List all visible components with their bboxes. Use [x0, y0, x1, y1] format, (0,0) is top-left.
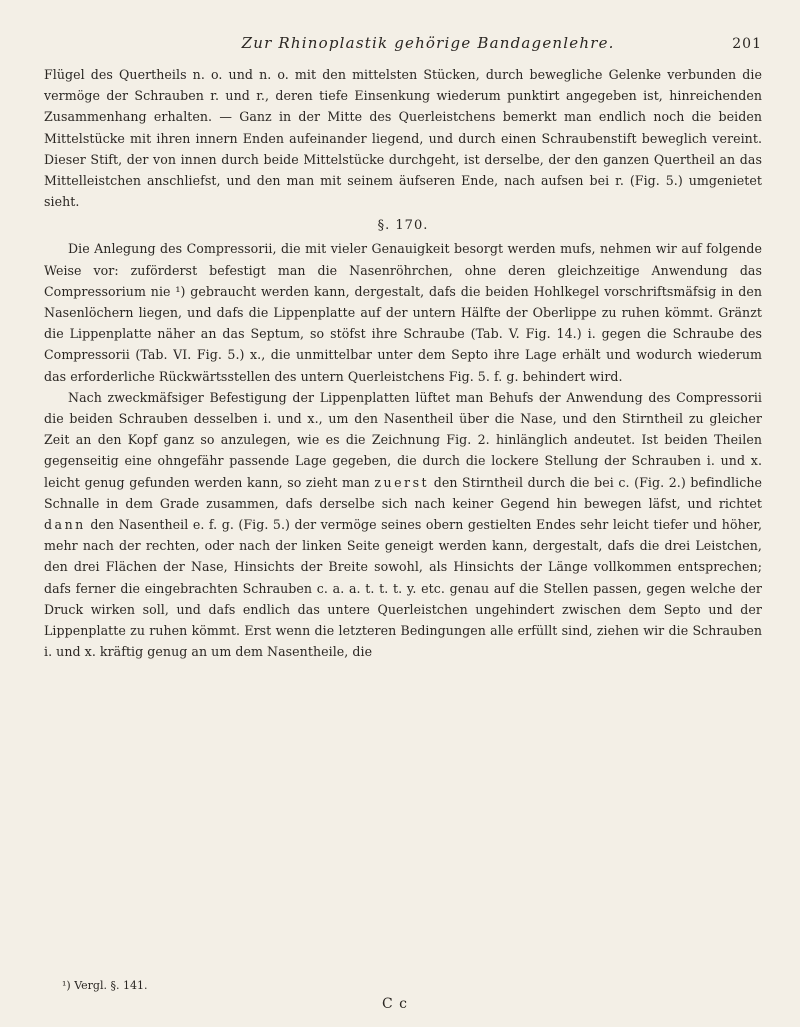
- running-head: [44, 34, 762, 64]
- paragraph-3: [44, 387, 762, 663]
- signature-mark: C c: [382, 996, 409, 1012]
- running-head-title: Zur Rhinoplastik gehörige Bandagenlehre.: [241, 34, 615, 52]
- emphasis-zuerst: zuerst: [374, 474, 430, 490]
- paragraph-2: Die Anlegung des Compressorii, die mit vieler Genauigkeit besorgt werden mufs, nehmen wir auf folgende Weise vor: zuförderst befestigt man die Nasenröhrchen, ohne deren gleichzeitige Anwendung das Compressorium nie ¹) gebraucht werden kann, dergestalt, dafs die beiden Hohlkegel vorschriftsmäfsig in den Nasenlöchern liegen, und dafs die Lippenplatte auf der untern Hälfte der Oberlippe zu ruhen kömmt. Gränzt die Lippenplatte näher an das Septum, so stöfst ihre Schraube (Tab. V. Fig. 14.) i. gegen die Schraube des Compressorii (Tab. VI. Fig. 5.) x., die unmittelbar unter dem Septo ihre Lage erhält und wodurch wiederum das erforderliche Rückwärtsstellen des untern Querleistchens Fig. 5. f. g. behindert wird.: [44, 241, 762, 384]
- section-heading: §. 170.: [377, 218, 429, 234]
- paragraph-1: Flügel des Quertheils n. o. und n. o. mit den mittelsten Stücken, durch bewegliche Gelenke verbunden die vermöge der Schrauben r. und r., deren tiefe Einsenkung wiederum punktirt angegeben ist, hinreichenden Zusammenhang erhalten. — Ganz in der Mitte des Querleistchens bemerkt man endlich noch die beiden Mittelstücke mit ihren innern Enden aufeinander liegend, und durch einen Schraubenstift beweglich vereint. Dieser Stift, der von innen durch beide Mittelstücke durchgeht, ist derselbe, der den ganzen Quertheil an das Mittelleistchen anschliefst, und den man mit seinem äufseren Ende, nach aufsen bei r. (Fig. 5.) umgenietet sieht.: [44, 67, 762, 210]
- paragraph-3-part-c: den Nasentheil e. f. g. (Fig. 5.) der vermöge seines obern gestielten Endes sehr leicht tiefer und höher, mehr nach der rechten, oder nach der linken Seite geneigt werden kann, dergestalt, dafs die drei Leistchen, den drei Flächen der Nase, Hinsichts der Breite sowohl, als Hinsichts der Länge vollkommen entsprechen; dafs ferner die eingebrachten Schrauben c. a. a. t. t. t. y. etc. genau auf die Stellen passen, gegen welche der Druck wirken soll, und dafs endlich das untere Querleistchen ungehindert zwischen dem Septo und der Lippenplatte zu ruhen kömmt. Erst wenn die letzteren Bedingungen alle erfüllt sind, ziehen wir die Schrauben i. und x. kräftig genug an um dem Nasentheile, die: [44, 517, 762, 660]
- paragraph-3-part-a: Nach zweckmäfsiger Befestigung der Lippenplatten lüftet man Behufs der Anwendung des Compressorii die beiden Schrauben desselben i. und x., um den Nasentheil über die Nase, und den Stirntheil zu gleicher Zeit an den Kopf ganz so anzulegen, wie es die Zeichnung Fig. 2. hinlänglich andeutet. Ist beiden Theilen gegenseitig eine ohngefähr passende Lage gegeben, die durch die lockere Stellung der Schrauben i. und x. leicht genug gefunden werden kann, so zieht man: [44, 389, 762, 490]
- emphasis-dann: dann: [44, 517, 86, 533]
- paragraph-3-part-b: den Stirntheil durch die bei c. (Fig. 2.) befindliche Schnalle in dem Grade zusammen, dafs derselbe sich nach keiner Gegend hin bewegen läfst, und richtet: [44, 474, 762, 511]
- page-number: 201: [732, 36, 762, 52]
- footnote: ¹) Vergl. §. 141.: [62, 979, 148, 992]
